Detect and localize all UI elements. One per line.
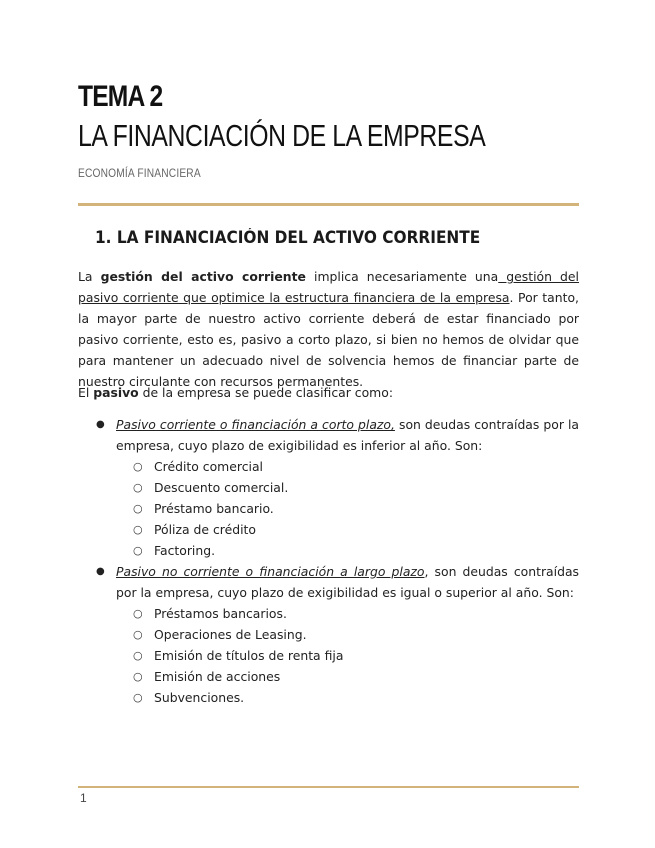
sublist-item-text: Póliza de crédito (154, 522, 256, 537)
list-item-pasivo-no-corriente (78, 561, 579, 708)
text-run: . Por tanto, la mayor parte de nuestro activo corriente deberá de estar financiado por pasivo corriente, esto es, pasivo a corto plazo, si bien no hemos de olvidar que para mantener un adecuado nivel de solvencia hemos de financiar parte de nuestro circulante con recursos permanentes. (78, 290, 579, 389)
sublist-item-text: Operaciones de Leasing. (154, 627, 307, 642)
bold-term: pasivo (93, 385, 139, 400)
sublist-item (116, 687, 579, 708)
sublist-item (116, 498, 579, 519)
document-subtitle: ECONOMÍA FINANCIERA (78, 166, 201, 180)
pasivo-list (78, 414, 579, 708)
bullet-filled-icon: ● (96, 419, 105, 430)
sublist-item (116, 456, 579, 477)
sublist-item (116, 624, 579, 645)
topic-number: TEMA 2 (78, 80, 163, 113)
list-item-text: son deudas contraídas por la empresa, cuyo plazo de exigibilidad es inferior al año. Son: (116, 417, 580, 453)
sublist-item-text: Emisión de títulos de renta fija (154, 648, 344, 663)
sublist-item-text: Crédito comercial (154, 459, 263, 474)
sublist-corto-plazo (116, 456, 579, 561)
bullet-hollow-icon: ○ (133, 544, 143, 557)
text-run: de la empresa se puede clasificar como: (138, 385, 393, 400)
sublist-item-text: Emisión de acciones (154, 669, 281, 684)
document-title: LA FINANCIACIÓN DE LA EMPRESA (78, 118, 486, 153)
sublist-largo-plazo (116, 603, 579, 708)
sublist-item (116, 519, 579, 540)
bullet-hollow-icon: ○ (133, 670, 143, 683)
sublist-item-text: Préstamo bancario. (154, 501, 274, 516)
bullet-hollow-icon: ○ (133, 460, 143, 473)
bullet-hollow-icon: ○ (133, 502, 143, 515)
paragraph-activo-corriente (78, 266, 579, 392)
bullet-filled-icon: ● (96, 566, 105, 577)
sublist-item-text: Descuento comercial. (154, 480, 289, 495)
sublist-item (116, 540, 579, 561)
footer-divider (78, 786, 579, 788)
bullet-hollow-icon: ○ (133, 649, 143, 662)
text-run: El (78, 385, 94, 400)
list-item-label: Pasivo corriente o financiación a corto plazo, (116, 417, 395, 432)
sublist-item-text: Préstamos bancarios. (154, 606, 287, 621)
list-item-pasivo-corriente (78, 414, 579, 561)
list-item-label: Pasivo no corriente o financiación a largo plazo (116, 564, 425, 579)
text-run: La (78, 269, 101, 284)
sublist-item (116, 666, 579, 687)
bold-term: gestión del activo corriente (100, 269, 306, 284)
sublist-item-text: Subvenciones. (154, 690, 245, 705)
section-heading: 1. LA FINANCIACIÓN DEL ACTIVO CORRIENTE (95, 228, 481, 247)
sublist-item (116, 603, 579, 624)
bullet-hollow-icon: ○ (133, 628, 143, 641)
bullet-hollow-icon: ○ (133, 691, 143, 704)
page-number: 1 (80, 791, 87, 805)
bullet-hollow-icon: ○ (133, 523, 143, 536)
paragraph-pasivo (78, 382, 579, 403)
text-run: implica necesariamente una (305, 269, 499, 284)
bullet-hollow-icon: ○ (133, 481, 143, 494)
list-item-text: , son deudas contraídas por la empresa, cuyo plazo de exigibilidad es igual o superior al año. Son: (116, 564, 580, 600)
header-divider (78, 203, 579, 206)
sublist-item (116, 645, 579, 666)
sublist-item (116, 477, 579, 498)
sublist-item-text: Factoring. (154, 543, 216, 558)
underlined-phrase: gestión del pasivo corriente que optimice la estructura financiera de la empresa (78, 269, 579, 305)
bullet-hollow-icon: ○ (133, 607, 143, 620)
